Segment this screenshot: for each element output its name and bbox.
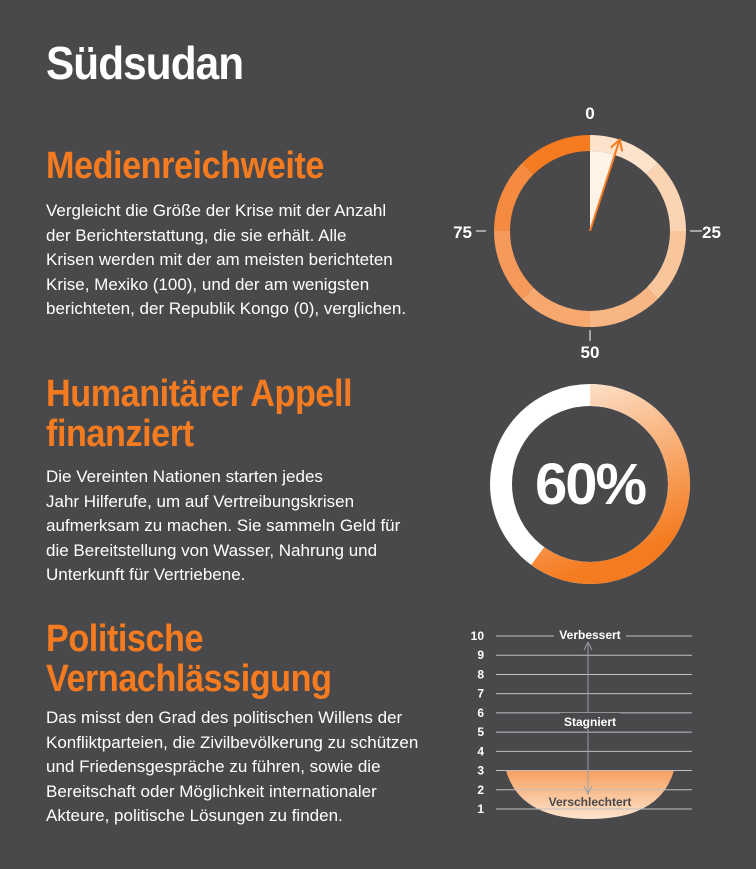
neglect-text-line: Konfliktparteien, die Zivilbevölkerung zu schützen [46,732,419,752]
scale-tick-label: 8 [477,667,484,682]
media-reach-text-line: berichteten, der Republik Kongo (0), verglichen. [46,299,407,318]
media-reach-description [46,199,406,322]
scale-tick-label: 9 [477,648,484,663]
appeal-heading-line: Humanitärer Appell [46,373,353,415]
media-reach-text-line: Krise, Mexiko (100), und der am wenigsten [46,274,370,294]
media-reach-text-line: der Berichterstattung, die sie erhält. Alle [46,225,347,245]
gauge-ring-segment [647,163,686,231]
neglect-text-line: Bereitschaft oder Möglichkeit internationaler [46,781,377,801]
appeal-donut [480,380,700,590]
gauge-tick-label-25: 25 [702,223,721,242]
scale-tick-label: 3 [477,763,484,778]
scale-tick-label: 6 [477,705,484,720]
scale-tick-label: 10 [470,629,484,643]
appeal-description [46,465,400,588]
neglect-description [46,706,418,829]
gauge-ring-segment [522,135,590,174]
gauge-ring-segment [590,288,658,327]
neglect-heading-line: Politische [46,618,204,660]
gauge-tick-label-75: 75 [453,223,472,242]
gauge-tick-label-0: 0 [585,104,595,123]
scale-tick-label: 7 [477,686,484,701]
scale-tick-label: 1 [477,802,484,816]
gauge-ring-segment [494,231,533,299]
scale-label-stagnated: Stagniert [563,715,617,729]
neglect-text-line: Das misst den Grad des politischen Willens der [46,708,403,727]
gauge-ring-segment [522,288,590,327]
neglect-text-line: und Friedensgespräche zu führen, sowie die [46,757,381,776]
scale-tick-label: 4 [477,744,484,759]
scale-tick-label: 5 [477,725,484,740]
gauge-ring-segment [494,163,533,231]
appeal-text-line: Unterkunft für Vertriebene. [46,565,246,584]
page-title: Südsudan [46,37,244,89]
neglect-heading [46,619,332,699]
appeal-text-line: aufmerksam zu machen. Sie sammeln Geld für [46,516,401,535]
donut-value-label: 60% [534,452,646,517]
neglect-heading-line: Vernachlässigung [46,658,332,700]
appeal-text-line: Jahr Hilferufe, um auf Vertreibungskrisen [46,491,355,511]
media-reach-text-line: Vergleicht die Größe der Krise mit der Anzahl [46,201,387,220]
appeal-text-line: Die Vereinten Nationen starten jedes [46,467,323,486]
neglect-text-line: Akteure, politische Lösungen zu finden. [46,806,343,825]
media-reach-gauge [440,95,756,370]
gauge-tick-label-50: 50 [580,343,600,362]
neglect-scale [470,620,710,830]
scale-label-worsened: Verschlechtert [548,795,632,809]
gauge-ring-segment [647,231,686,299]
appeal-heading-line: finanziert [46,413,194,455]
appeal-text-line: die Bereitstellung von Wasser, Nahrung und [46,540,378,560]
media-reach-text-line: Krisen werden mit der am meisten berichteten [46,250,393,269]
scale-label-improved: Verbessert [559,628,621,642]
scale-tick-label: 2 [477,782,484,797]
appeal-heading [46,374,352,454]
media-reach-heading: Medienreichweite [46,145,324,187]
